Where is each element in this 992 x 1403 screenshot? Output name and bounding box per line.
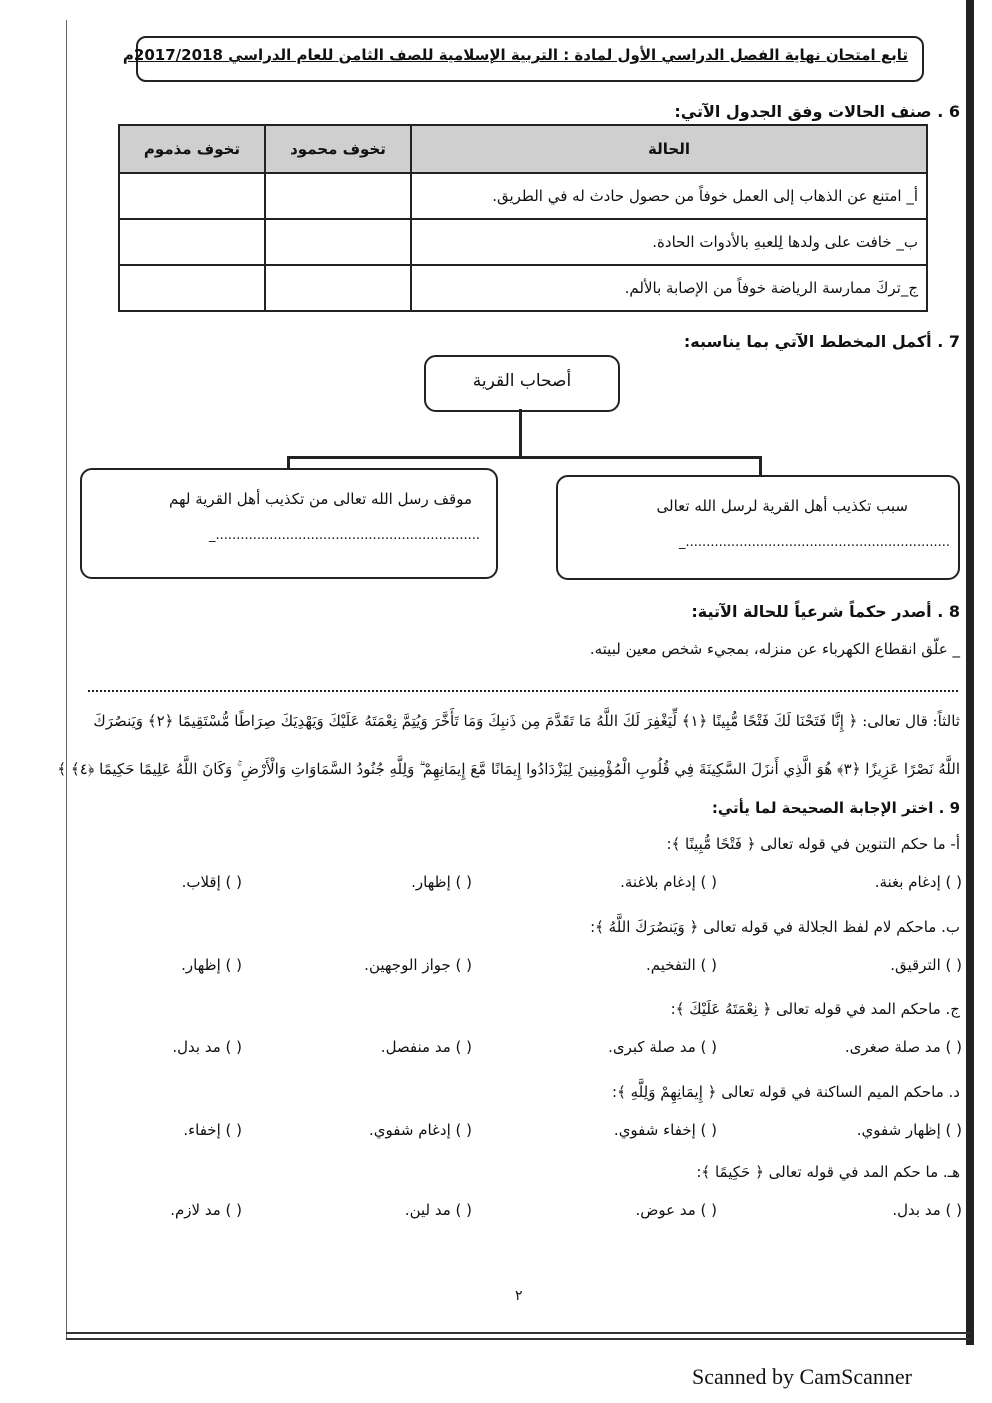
q9-question: ج. ماحكم المد في قوله تعالى ﴿ نِعْمَتَهُ عَلَيْكَ ﴾: <box>670 1000 960 1018</box>
q9-options-row <box>90 1201 970 1225</box>
case-text: أ_ امتنع عن الذهاب إلى العمل خوفاً من حصول حادث له في الطريق. <box>411 173 927 219</box>
q9-option[interactable]: ( ) إقلاب. <box>181 873 242 891</box>
q9-options-row <box>90 1038 970 1062</box>
diagram-connector <box>287 456 762 459</box>
q9-option[interactable]: ( ) إظهار شفوي. <box>856 1121 962 1139</box>
case-text: ب_ خافت على ولدها لِلعبهِ بالأدوات الحادة. <box>411 219 927 265</box>
table-row <box>119 219 927 265</box>
q9-option[interactable]: ( ) مد عوض. <box>635 1201 717 1219</box>
q9-option[interactable]: ( ) جواز الوجهين. <box>364 956 472 974</box>
q9-options-row <box>90 1121 970 1145</box>
q9-option[interactable]: ( ) إخفاء شفوي. <box>613 1121 717 1139</box>
right-box-blank: ................................................................_ <box>679 535 950 550</box>
q9-question: ب. ماحكم لام لفظ الجلالة في قوله تعالى ﴿ وَيَنصُرَكَ اللَّهُ ﴾: <box>590 918 960 936</box>
answer-cell[interactable] <box>119 219 265 265</box>
quran-verse-line-1: ثالثاً: قال تعالى: ﴿ إِنَّا فَتَحْنَا لَكَ فَتْحًا مُّبِينًا ﴿١﴾ لِّيَغْفِرَ لَكَ اللَّهُ مَا تَقَدَّمَ مِن ذَنبِكَ وَمَا تَأَخَّرَ وَيُتِمَّ نِعْمَتَهُ عَلَيْكَ وَيَهْدِيَكَ صِرَاطًا مُّسْتَقِيمًا ﴿٢﴾ وَيَنصُرَكَ <box>93 712 960 730</box>
answer-cell[interactable] <box>265 173 411 219</box>
table-row <box>119 265 927 311</box>
q7-title: 7 . أكمل المخطط الآتي بما يناسبه: <box>683 332 960 351</box>
col-blamed-fear: تخوف مذموم <box>119 125 265 173</box>
q9-question: هـ. ما حكم المد في قوله تعالى ﴿ حَكِيمًا ﴾: <box>696 1163 960 1181</box>
q9-question: أ- ما حكم التنوين في قوله تعالى ﴿ فَتْحًا مُّبِينًا ﴾: <box>666 835 960 853</box>
q9-option[interactable]: ( ) إظهار. <box>411 873 472 891</box>
right-box-label: سبب تكذيب أهل القرية لرسل الله تعالى <box>656 497 908 515</box>
scan-bottom-border <box>66 1332 970 1334</box>
q9-options-row <box>90 873 970 897</box>
q9-options-row <box>90 956 970 980</box>
col-case: الحالة <box>411 125 927 173</box>
diagram-left-box[interactable] <box>80 468 498 579</box>
q6-title: 6 . صنف الحالات وفق الجدول الآتي: <box>674 102 960 121</box>
q8-text: _ علّق انقطاع الكهرباء عن منزله، بمجيء شخص معين لبيته. <box>589 640 960 658</box>
exam-header <box>122 36 924 82</box>
quran-verse-line-2: اللَّهُ نَصْرًا عَزِيزًا ﴿٣﴾ هُوَ الَّذِي أَنزَلَ السَّكِينَةَ فِي قُلُوبِ الْمُؤْمِنِينَ لِيَزْدَادُوا إِيمَانًا مَّعَ إِيمَانِهِمْ ۗ وَلِلَّهِ جُنُودُ السَّمَاوَاتِ وَالْأَرْضِ ۚ وَكَانَ اللَّهُ عَلِيمًا حَكِيمًا ﴿٤﴾ ﴾ <box>57 760 960 778</box>
q9-option[interactable]: ( ) مد صلة كبرى. <box>608 1038 717 1056</box>
classification-table <box>118 124 928 312</box>
scan-bottom-border-2 <box>66 1338 970 1340</box>
left-box-label: موقف رسل الله تعالى من تكذيب أهل القرية لهم <box>168 490 472 508</box>
q9-title: 9 . اختر الإجابة الصحيحة لما يأتي: <box>711 799 960 817</box>
table-row <box>119 173 927 219</box>
q9-option[interactable]: ( ) إخفاء. <box>183 1121 242 1139</box>
col-praised-fear: تخوف محمود <box>265 125 411 173</box>
left-box-blank: ................................................................_ <box>209 528 480 543</box>
answer-cell[interactable] <box>265 219 411 265</box>
exam-header-title: تابع امتحان نهاية الفصل الدراسي الأول لمادة : التربية الإسلامية للصف الثامن للعام الدراسي 2017/2018م <box>122 46 908 64</box>
diagram-root-label: أصحاب القرية <box>472 371 572 391</box>
diagram-connector <box>519 409 522 458</box>
q9-option[interactable]: ( ) الترقيق. <box>890 956 962 974</box>
q9-option[interactable]: ( ) إدغام بغنة. <box>874 873 962 891</box>
answer-line[interactable] <box>88 690 958 692</box>
answer-cell[interactable] <box>119 265 265 311</box>
diagram-connector <box>759 456 762 476</box>
q9-option[interactable]: ( ) مد منفصل. <box>380 1038 472 1056</box>
case-text: ج_تركَ ممارسة الرياضة خوفاً من الإصابة بالألم. <box>411 265 927 311</box>
answer-cell[interactable] <box>119 173 265 219</box>
q9-option[interactable]: ( ) مد لين. <box>404 1201 472 1219</box>
q9-option[interactable]: ( ) إظهار. <box>181 956 242 974</box>
q9-option[interactable]: ( ) مد صلة صغرى. <box>844 1038 962 1056</box>
q9-option[interactable]: ( ) مد لازم. <box>170 1201 242 1219</box>
q9-question: د. ماحكم الميم الساكنة في قوله تعالى ﴿ إِيمَانِهِمْ وَلِلَّهِ ﴾: <box>612 1083 960 1101</box>
camscanner-footer: Scanned by CamScanner <box>692 1364 912 1389</box>
page-number: ٢ <box>515 1288 523 1304</box>
q8-title: 8 . أصدر حكماً شرعياً للحالة الآتية: <box>691 602 960 621</box>
q9-option[interactable]: ( ) التفخيم. <box>645 956 717 974</box>
diagram-root-box <box>424 355 620 412</box>
q9-option[interactable]: ( ) إدغام بلاغنة. <box>620 873 717 891</box>
q9-option[interactable]: ( ) مد بدل. <box>172 1038 242 1056</box>
diagram-right-box[interactable] <box>556 475 960 580</box>
q9-option[interactable]: ( ) إدغام شفوي. <box>369 1121 472 1139</box>
answer-cell[interactable] <box>265 265 411 311</box>
q9-option[interactable]: ( ) مد بدل. <box>892 1201 962 1219</box>
scan-left-border <box>66 20 67 1340</box>
